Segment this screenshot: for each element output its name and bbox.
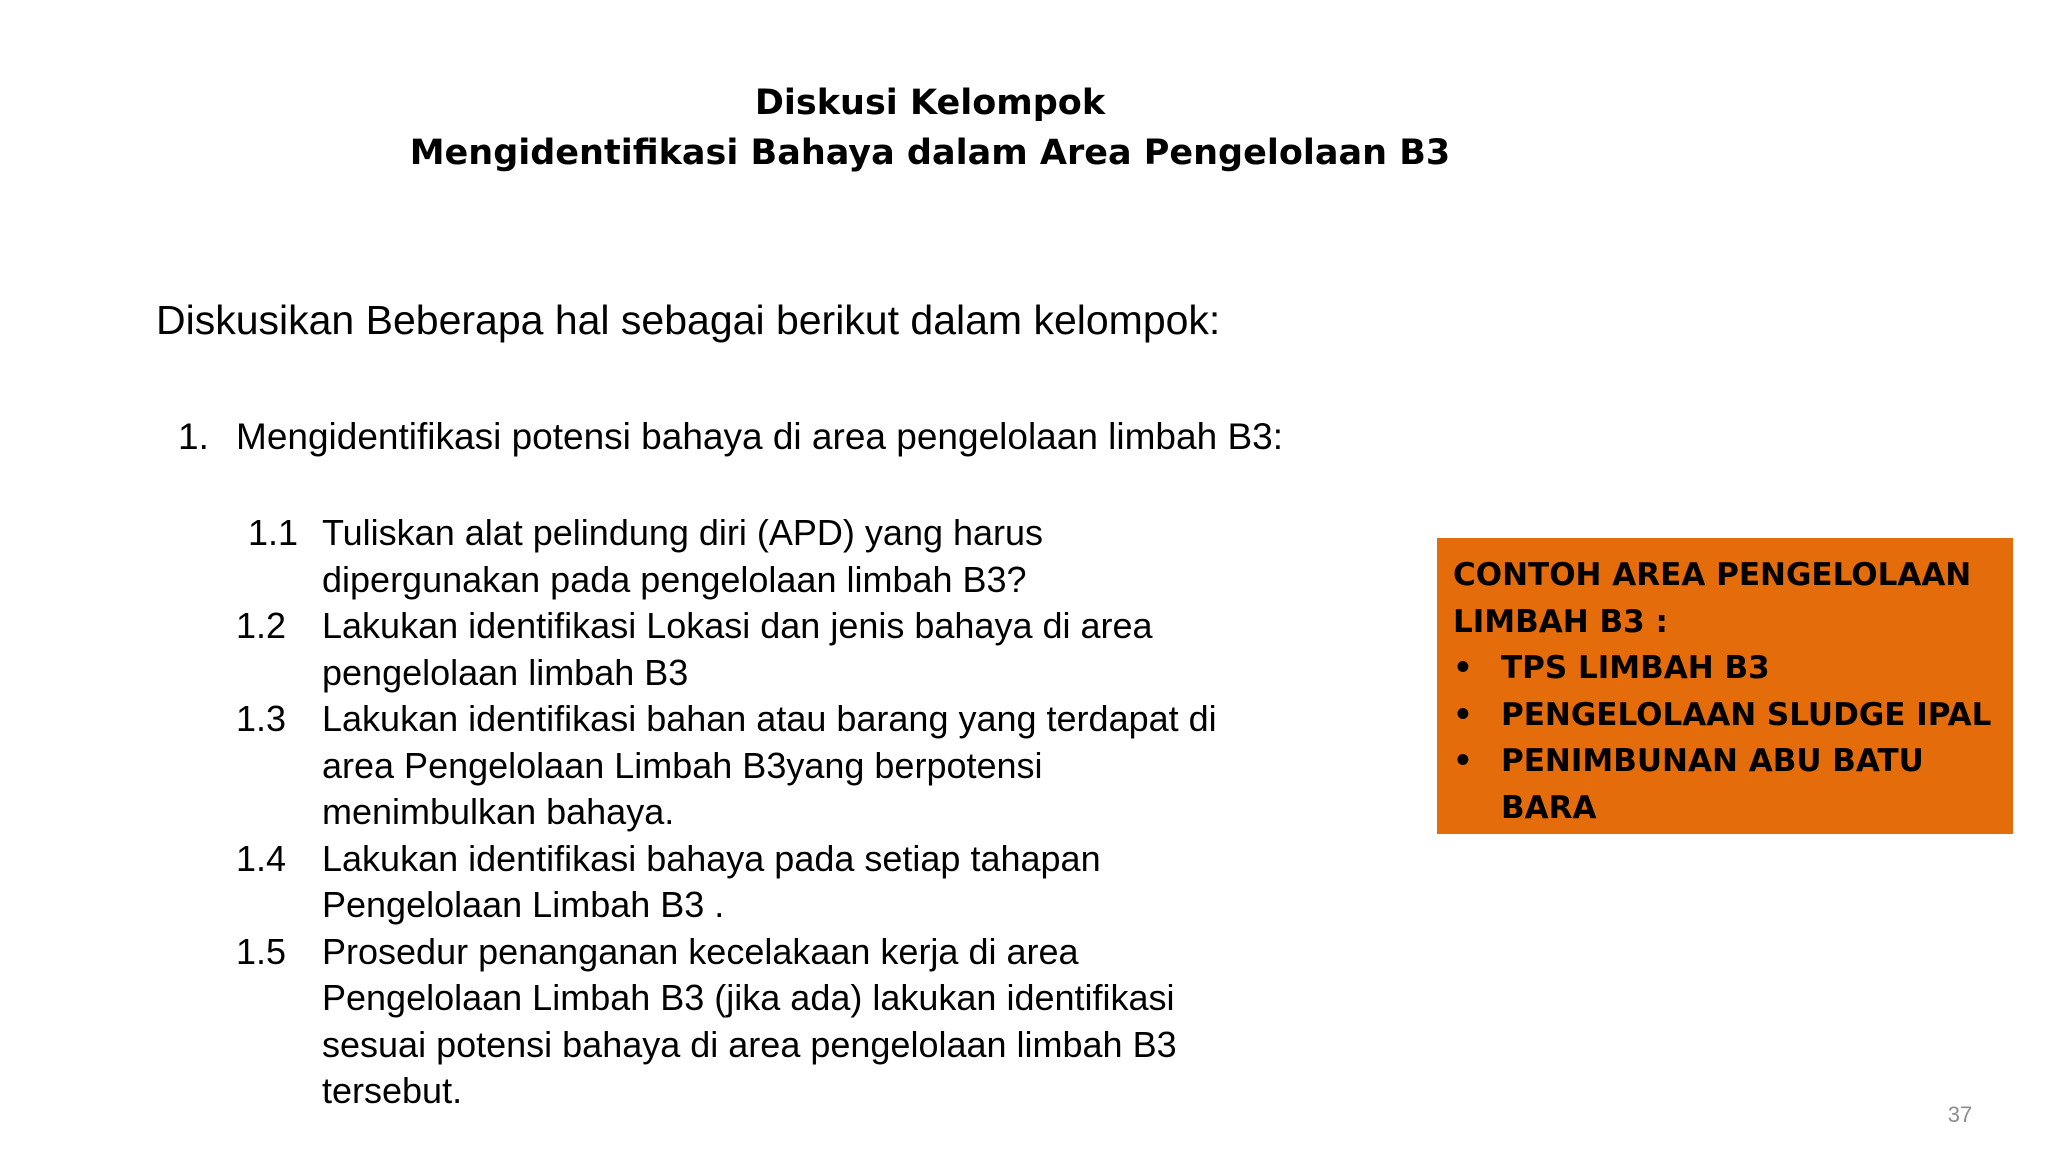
- sub-item-line: pengelolaan limbah B3: [322, 651, 689, 693]
- sub-item-line: area Pengelolaan Limbah B3yang berpotensi: [322, 744, 1043, 786]
- sub-item-line: Pengelolaan Limbah B3 (jika ada) lakukan identifikasi: [322, 977, 1175, 1018]
- sub-item-line: Pengelolaan Limbah B3 .: [322, 884, 725, 925]
- page-number: 37: [1947, 1102, 1973, 1127]
- sub-item-line: Lakukan identifikasi bahaya pada setiap tahapan: [322, 837, 1101, 879]
- title-line-1: Diskusi Kelompok: [754, 83, 1106, 123]
- sub-item-number: 1.4: [236, 837, 287, 879]
- sub-item-line: sesuai potensi bahaya di area pengelolaan limbah B3: [322, 1023, 1177, 1065]
- sub-item-line: Prosedur penanganan kecelakaan kerja di area: [322, 930, 1079, 972]
- title-line-2: Mengidentifikasi Bahaya dalam Area Pengelolaan B3: [409, 133, 1451, 173]
- sub-item-line: menimbulkan bahaya.: [322, 791, 675, 832]
- sub-item-line: tersebut.: [322, 1070, 463, 1111]
- sub-item-line: Lakukan identifikasi Lokasi dan jenis bahaya di area: [322, 605, 1153, 646]
- bullet-text: BARA: [1501, 789, 1597, 826]
- bullet-text: PENIMBUNAN ABU BATU: [1501, 743, 1924, 779]
- example-bullet-sludge: [1453, 692, 1997, 739]
- bullet-text: PENGELOLAAN SLUDGE IPAL: [1501, 696, 1992, 733]
- sub-item-number: 1.1: [248, 512, 299, 553]
- sub-item-number: 1.5: [236, 930, 287, 972]
- slide-title: [300, 78, 1560, 178]
- sub-item-1-5: [236, 929, 1386, 1115]
- sub-item-1-1: [236, 510, 1386, 603]
- example-bullet-abu-batu-bara: [1453, 738, 1997, 831]
- list-item-1: [178, 414, 1283, 460]
- list-item-1-text: Mengidentifikasi potensi bahaya di area pengelolaan limbah B3:: [236, 416, 1283, 457]
- bullet-icon: •: [1453, 743, 1473, 779]
- bullet-icon: •: [1453, 696, 1473, 733]
- discussion-instruction: Diskusikan Beberapa hal sebagai berikut dalam kelompok:: [156, 297, 1221, 343]
- sub-item-1-2: [236, 603, 1386, 696]
- sub-item-line: dipergunakan pada pengelolaan limbah B3?: [322, 558, 1027, 600]
- sub-item-1-4: [236, 836, 1386, 929]
- sub-item-line: Lakukan identifikasi bahan atau barang yang terdapat di: [322, 698, 1217, 739]
- sub-list: [236, 510, 1386, 1115]
- sub-item-1-3: [236, 696, 1386, 836]
- example-box-heading-line-2: LIMBAH B3 :: [1453, 603, 1668, 640]
- bullet-icon: •: [1453, 650, 1473, 686]
- example-box-heading-line-1: CONTOH AREA PENGELOLAAN: [1453, 557, 1972, 593]
- bullet-text: TPS LIMBAH B3: [1501, 650, 1770, 686]
- sub-item-number: 1.3: [236, 698, 287, 739]
- list-item-1-number: 1.: [178, 416, 209, 457]
- example-bullet-tps: [1453, 645, 1997, 692]
- sub-item-number: 1.2: [236, 605, 287, 646]
- example-area-box: [1437, 538, 2013, 834]
- sub-item-line: Tuliskan alat pelindung diri (APD) yang harus: [322, 512, 1044, 553]
